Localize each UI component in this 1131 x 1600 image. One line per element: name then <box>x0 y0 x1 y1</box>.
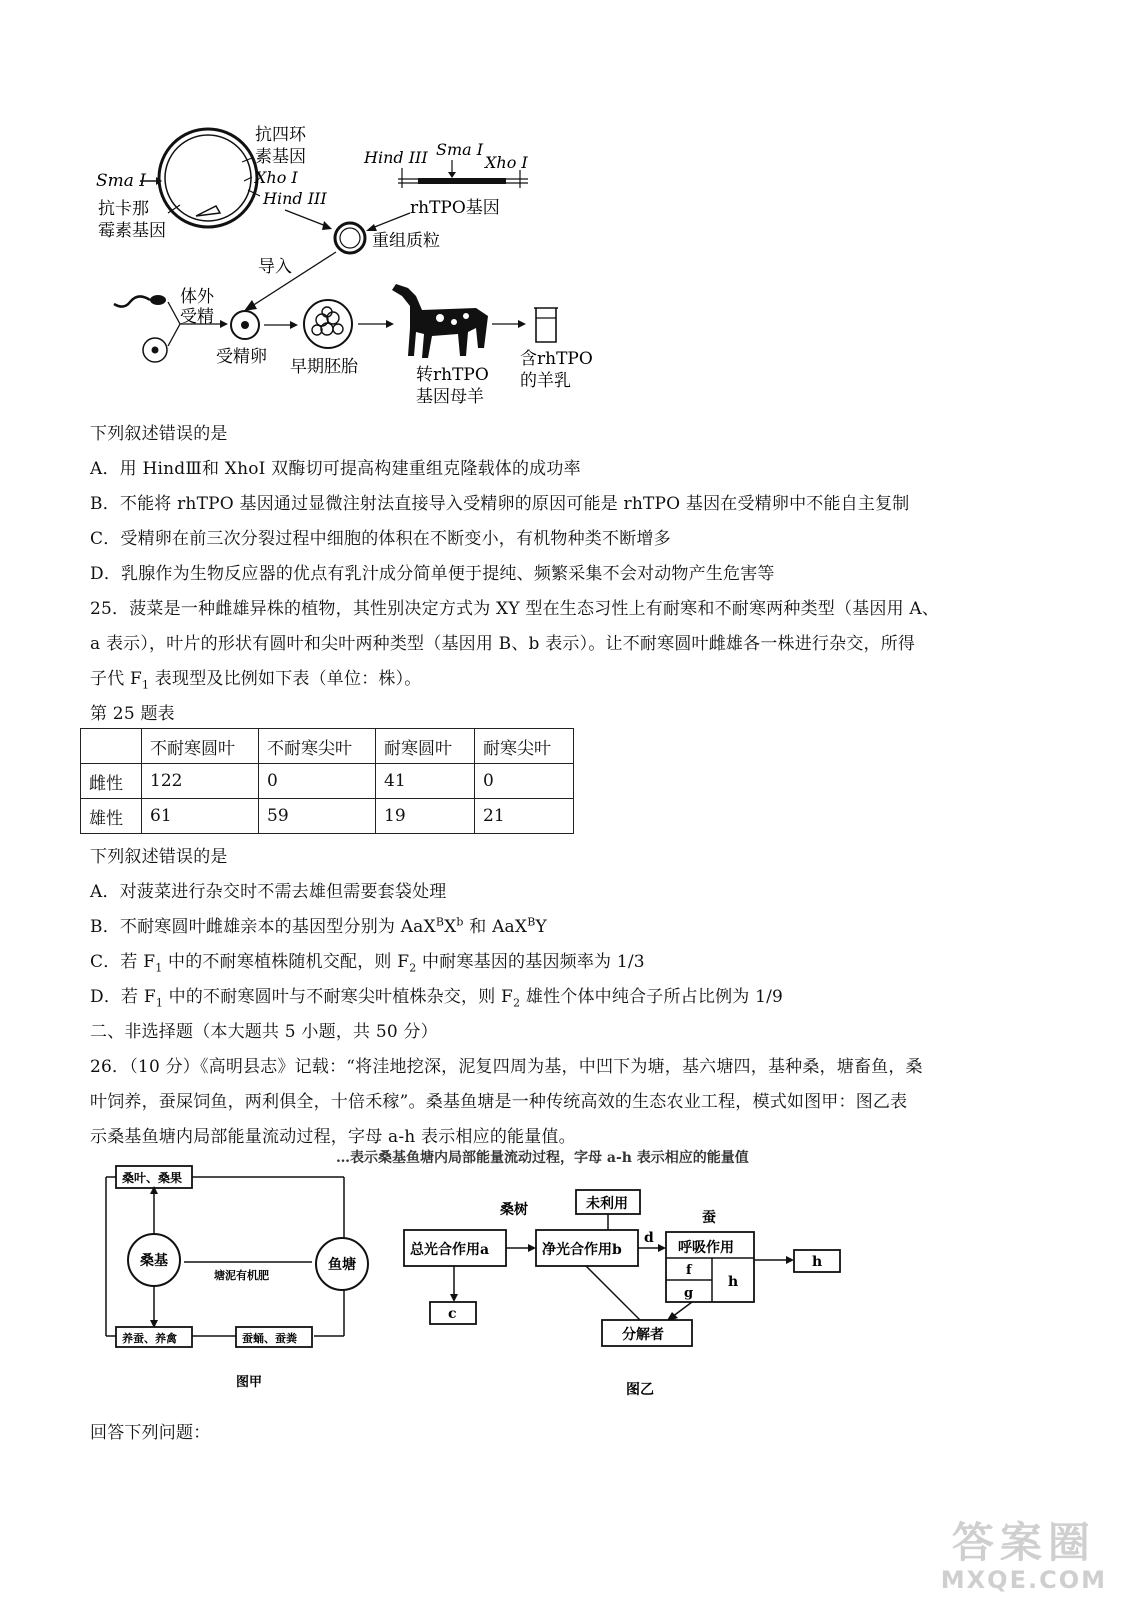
q26-stem-line-1: 26．（10 分）《高明县志》记载：“将洼地挖深，泥复四周为基，中凹下为塘，基六塘四，基种桑，塘畜鱼，桑 <box>90 1057 923 1077</box>
early-embryo-label: 早期胚胎 <box>290 357 358 377</box>
yi-g-label: g <box>684 1286 694 1301</box>
table-header-cell <box>81 729 142 764</box>
yi-unused-label: 未利用 <box>586 1196 628 1212</box>
table-header-cell: 耐寒尖叶 <box>475 729 574 764</box>
transgenic-goat-label-1: 转rhTPO <box>416 365 489 385</box>
goat-icon <box>392 284 488 358</box>
answer-prompt: 回答下列问题： <box>90 1423 211 1443</box>
plasmid-sma-label: Sma I <box>96 171 147 191</box>
yi-h-out-label: h <box>812 1254 823 1270</box>
plasmid-xho-label: Xho I <box>255 168 298 187</box>
milk-label-1: 含rhTPO <box>520 349 593 369</box>
yi-caption: 图乙 <box>626 1382 654 1398</box>
yi-h-inner-label: h <box>728 1274 739 1290</box>
table-cell: 0 <box>475 764 574 799</box>
q25-table-caption: 第 25 题表 <box>90 704 175 724</box>
plasmid <box>159 129 257 227</box>
q25-table <box>80 728 574 834</box>
tet-gene-label-1: 抗四环 <box>255 125 306 145</box>
transgenic-goat-label-2: 基因母羊 <box>416 387 484 407</box>
jia-top-box-label: 桑叶、桑果 <box>122 1171 183 1185</box>
ivf-label-1: 体外 <box>180 287 214 307</box>
section-two-heading: 二、非选择题（本大题共 5 小题，共 50 分） <box>90 1022 438 1042</box>
yi-c-label: c <box>448 1306 457 1322</box>
recombinant-plasmid-label: 重组质粒 <box>372 231 440 251</box>
jia-right-node-label: 鱼塘 <box>328 1257 356 1273</box>
early-embryo-icon <box>304 300 352 348</box>
q25-option-a: A．对菠菜进行杂交时不需去雄但需要套袋处理 <box>90 882 447 902</box>
zygote-label: 受精卵 <box>216 347 267 367</box>
table-header-cell: 不耐寒尖叶 <box>259 729 376 764</box>
q24-option-d: D．乳腺作为生物反应器的优点有乳汁成分简单便于提纯、频繁采集不会对动物产生危害等 <box>90 564 775 584</box>
yi-cut-header: …表示桑基鱼塘内局部能量流动过程，字母 a-h 表示相应的能量值 <box>336 1150 749 1166</box>
q26-stem-line-2: 叶饲养，蚕屎饲鱼，两利俱全，十倍禾稼”。桑基鱼塘是一种传统高效的生态农业工程，模式如图甲：图乙表 <box>90 1092 908 1112</box>
q24-option-a: A．用 HindⅢ和 XhoI 双酶切可提高构建重组克隆载体的成功率 <box>90 459 581 479</box>
yi-d-label: d <box>644 1230 654 1246</box>
q24-stem: 下列叙述错误的是 <box>90 424 228 444</box>
jia-bottom-left-label: 养蚕、养禽 <box>122 1332 177 1345</box>
q25-stem-line-2: a 表示），叶片的形状有圆叶和尖叶两种类型（基因用 B、b 表示）。让不耐寒圆叶雌雄各一株进行杂交，所得 <box>90 634 916 654</box>
site-watermark-logo: 答案圈 MXQE.COM <box>940 1518 1107 1594</box>
table-cell: 19 <box>376 799 475 834</box>
rhtpo-gene-segment <box>418 178 506 184</box>
recombinant-plasmid-icon <box>335 223 365 253</box>
ivf-label-2: 受精 <box>180 307 214 327</box>
plasmid-hind-label: Hind III <box>263 189 327 208</box>
table-header-cell: 耐寒圆叶 <box>376 729 475 764</box>
q24-option-b: B．不能将 rhTPO 基因通过显微注射法直接导入受精卵的原因可能是 rhTPO 基因在受精卵中不能自主复制 <box>90 494 910 514</box>
figure-yi <box>336 1150 856 1402</box>
dna-sma-label: Sma I <box>436 140 484 159</box>
table-header-cell: 不耐寒圆叶 <box>142 729 259 764</box>
table-cell: 122 <box>142 764 259 799</box>
q24-option-c: C．受精卵在前三次分裂过程中细胞的体积在不断变小，有机物种类不断增多 <box>90 529 671 549</box>
q25-stem-line-3: 子代 $F_1$ 表现型及比例如下表（单位：株）。 <box>90 669 422 692</box>
table-cell: 59 <box>259 799 376 834</box>
yi-gross-label: 总光合作用a <box>410 1242 490 1258</box>
jia-middle-label: 塘泥有机肥 <box>214 1269 269 1282</box>
yi-decomposer-label: 分解者 <box>622 1327 664 1343</box>
q25-stem-line-1: 25．菠菜是一种雌雄异株的植物，其性别决定方式为 XY 型在生态习性上有耐寒和不耐寒两种类型（基因用 A、 <box>90 599 940 619</box>
table-row <box>81 764 574 799</box>
table-cell: 0 <box>259 764 376 799</box>
table-row <box>81 799 574 834</box>
kan-gene-label-1: 抗卡那 <box>98 199 149 219</box>
table-cell: 41 <box>376 764 475 799</box>
yi-silkworm-label: 蚕 <box>702 1210 716 1226</box>
yi-mulberry-label: 桑树 <box>500 1202 528 1218</box>
q25-option-c: C．若 $F_1$ 中的不耐寒植株随机交配，则 $F_2$ 中耐寒基因的基因频率为 1/3 <box>90 952 645 975</box>
yi-net-label: 净光合作用b <box>542 1242 622 1258</box>
sperm-icon <box>114 295 166 307</box>
q25-question-stem: 下列叙述错误的是 <box>90 847 228 867</box>
yi-f-label: f <box>686 1263 692 1278</box>
dna-hind-label: Hind III <box>364 148 428 167</box>
kan-gene-label-2: 霉素基因 <box>98 221 166 241</box>
figure-jia <box>96 1158 386 1398</box>
transgenic-goat-figure <box>80 110 620 415</box>
q25-option-d: D．若 $F_1$ 中的不耐寒圆叶与不耐寒尖叶植株杂交，则 $F_2$ 雄性个体中纯合子所占比例为 1/9 <box>90 987 784 1010</box>
yi-resp-label: 呼吸作用 <box>678 1240 734 1256</box>
q26-stem-line-3: 示桑基鱼塘内局部能量流动过程，字母 a-h 表示相应的能量值。 <box>90 1127 576 1147</box>
tet-gene-label-2: 素基因 <box>255 147 306 167</box>
table-cell: 61 <box>142 799 259 834</box>
table-cell: 雌性 <box>81 764 142 799</box>
jia-left-node-label: 桑基 <box>140 1253 168 1269</box>
table-cell: 雄性 <box>81 799 142 834</box>
zygote-icon <box>231 311 259 339</box>
jia-bottom-right-label: 蚕蛹、蚕粪 <box>242 1332 297 1345</box>
egg-icon <box>143 338 167 362</box>
table-header-row <box>81 729 574 764</box>
import-label: 导入 <box>258 257 292 277</box>
milk-label-2: 的羊乳 <box>520 371 571 391</box>
table-cell: 21 <box>475 799 574 834</box>
milk-beaker-icon <box>534 308 558 342</box>
q25-option-b: B．不耐寒圆叶雌雄亲本的基因型分别为 $AaX^BX^b$ 和 AaX$^B$Y <box>90 915 547 937</box>
dna-xho-label: Xho I <box>485 153 528 172</box>
jia-caption: 图甲 <box>236 1375 263 1390</box>
rhtpo-gene-label: rhTPO基因 <box>410 198 500 218</box>
